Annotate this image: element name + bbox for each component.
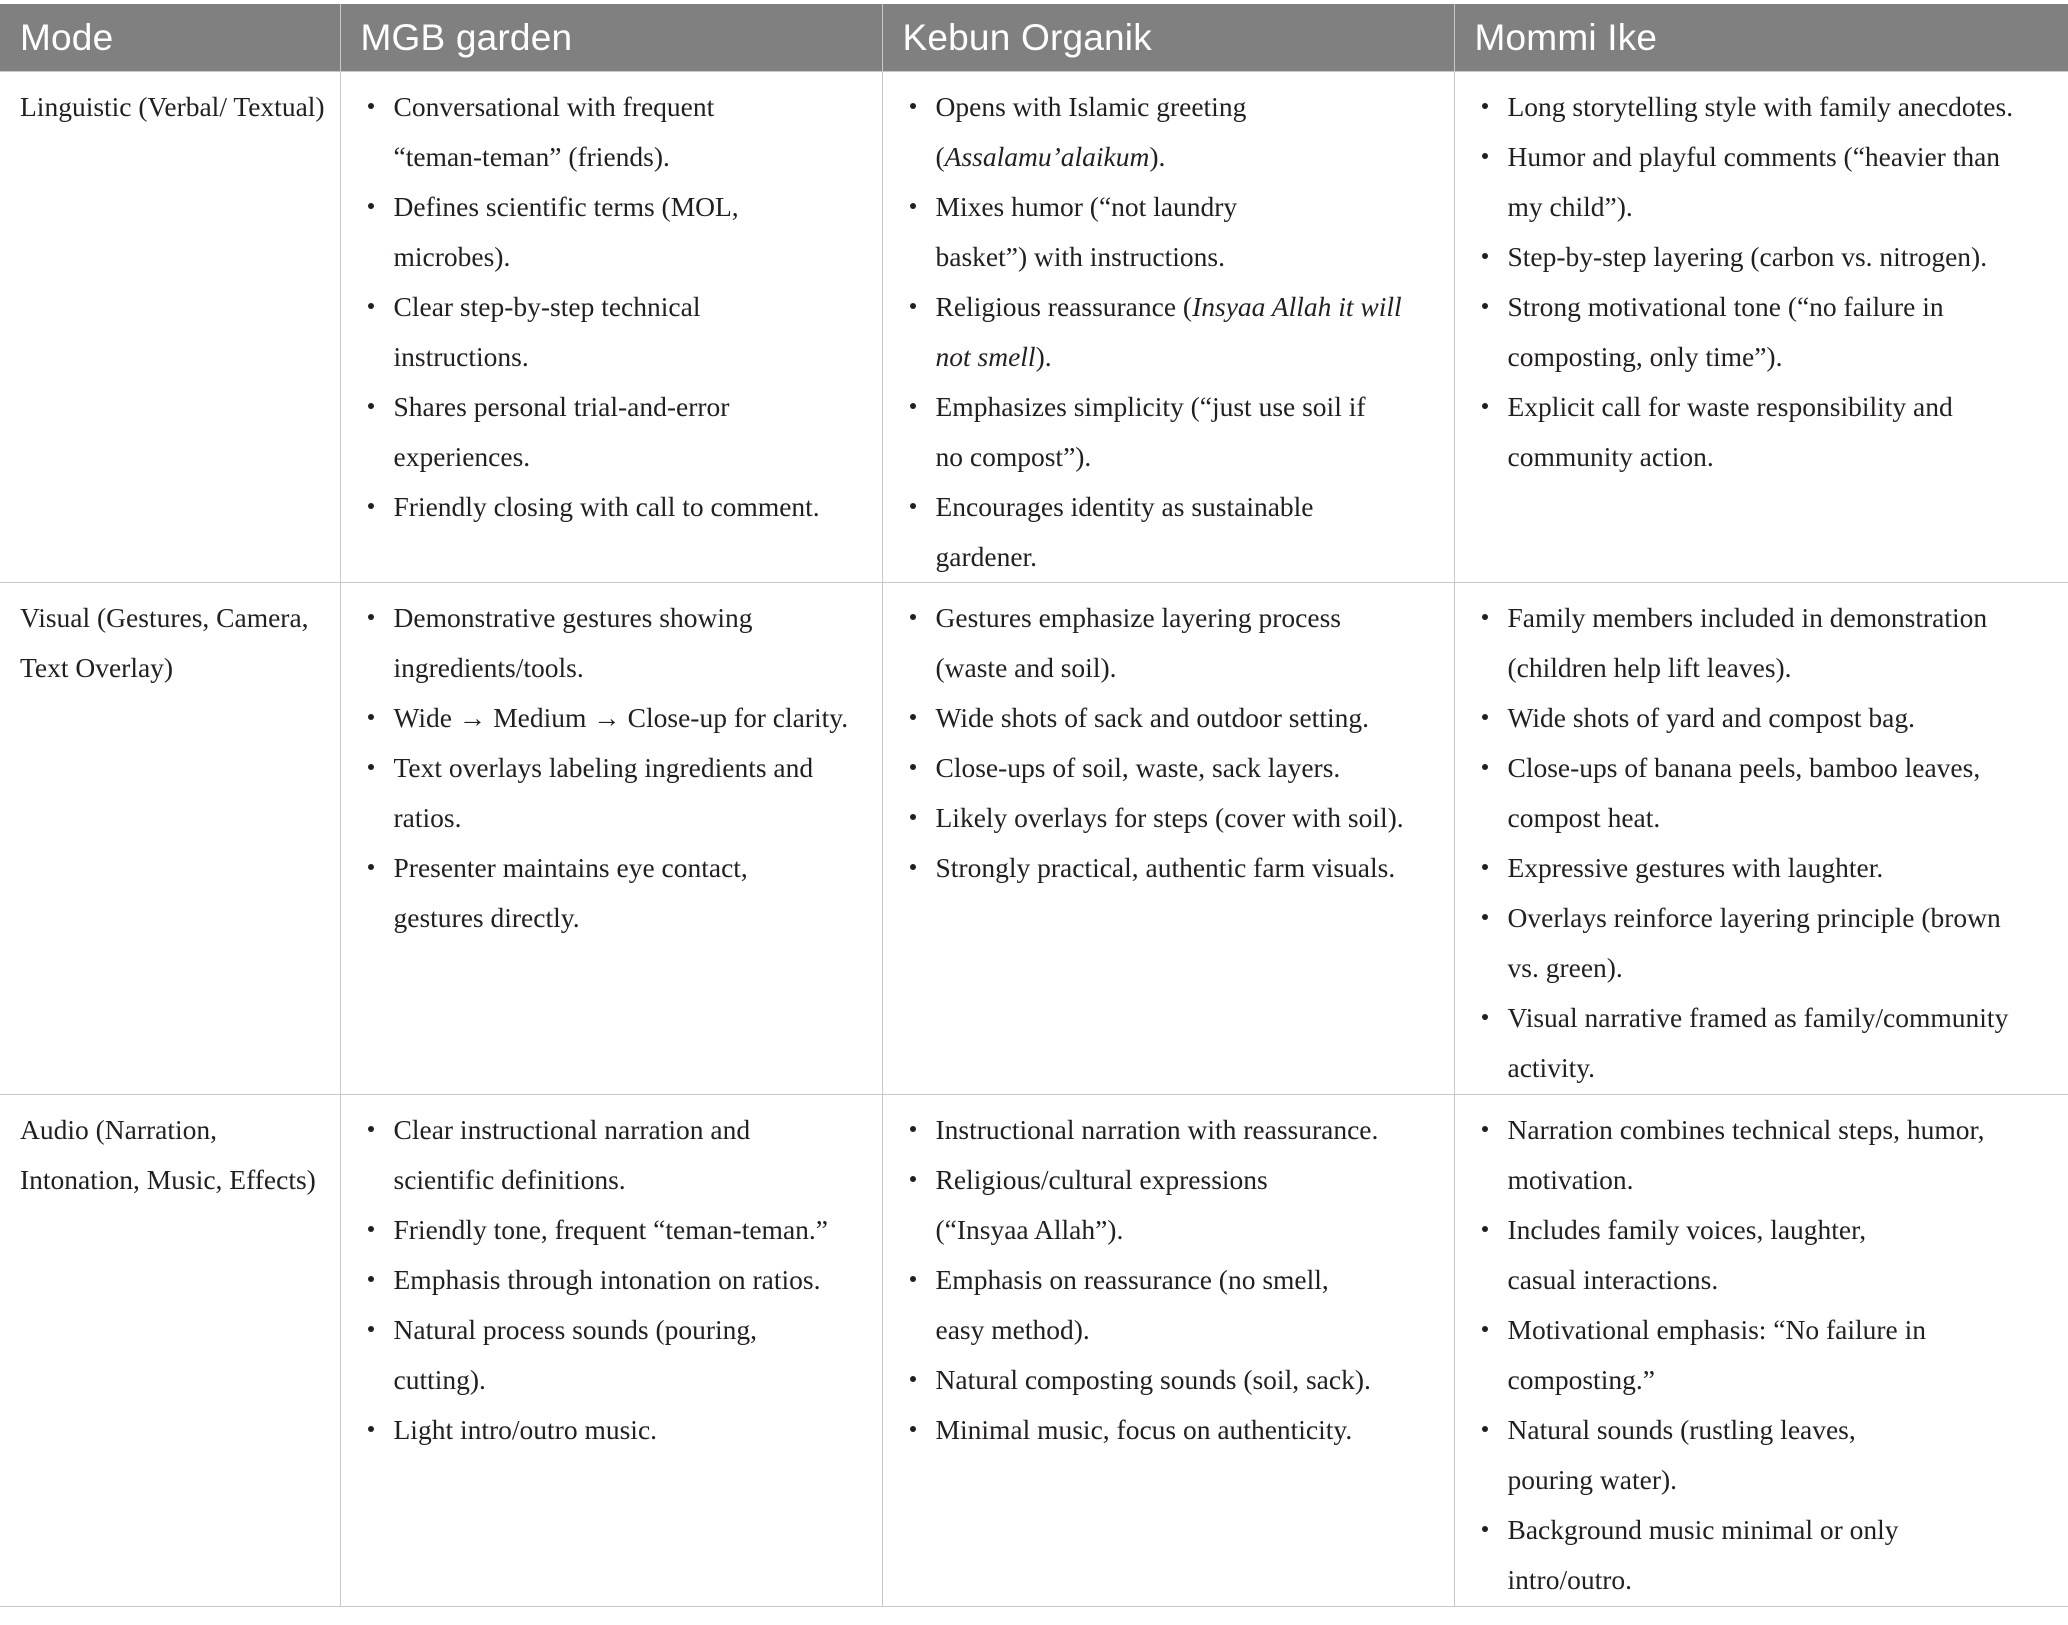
list-item: Demonstrative gestures showing ingredients/tools.: [394, 593, 814, 693]
bullet-list: [903, 593, 1438, 893]
italic-text: Assalamu’alaikum: [944, 141, 1150, 172]
list-item: Wide shots of sack and outdoor setting.: [936, 693, 1416, 743]
mgb-cell: [340, 72, 882, 583]
item-text: Opens with Islamic greeting (: [935, 91, 1247, 172]
list-item: Expressive gestures with laughter.: [1508, 843, 2048, 893]
mode-cell: Audio (Narration, Intonation, Music, Effects): [0, 1095, 340, 1607]
header-mode: Mode: [0, 4, 340, 72]
list-item: Includes family voices, laughter, casual interactions.: [1508, 1205, 1928, 1305]
list-item: Explicit call for waste responsibility and community action.: [1508, 382, 2008, 482]
list-item: Strongly practical, authentic farm visuals.: [936, 843, 1416, 893]
mommi-cell: [1454, 583, 2068, 1095]
mgb-cell: [340, 1095, 882, 1607]
list-item: Text overlays labeling ingredients and ratios.: [394, 743, 814, 843]
item-text: Encourages identity as sustainable gardener.: [935, 491, 1314, 572]
item-text: Religious reassurance (: [935, 291, 1193, 322]
bullet-list: [1475, 82, 2053, 482]
item-text: Emphasizes simplicity (“just use soil if no compost”).: [935, 391, 1366, 472]
item-text: ).: [1149, 141, 1166, 172]
list-item: Friendly tone, frequent “teman-teman.”: [394, 1205, 894, 1255]
bullet-list: [361, 593, 866, 943]
list-item: Natural sounds (rustling leaves, pouring water).: [1508, 1405, 1908, 1505]
header-mommi-ike: Mommi Ike: [1454, 4, 2068, 72]
list-item: Instructional narration with reassurance.: [936, 1105, 1416, 1155]
list-item: Wide → Medium → Close-up for clarity.: [394, 693, 894, 743]
mode-cell: Linguistic (Verbal/ Textual): [0, 72, 340, 583]
list-item: Strong motivational tone (“no failure in composting, only time”).: [1508, 282, 2028, 382]
list-item: Defines scientific terms (MOL, microbes).: [394, 182, 794, 282]
list-item: Humor and playful comments (“heavier than my child”).: [1508, 132, 2038, 232]
table-row-visual: [0, 583, 2068, 1095]
list-item: Conversational with frequent “teman-teman” (friends).: [394, 82, 794, 182]
multimodal-comparison-table: [0, 4, 2068, 1607]
list-item: Likely overlays for steps (cover with soil).: [936, 793, 1416, 843]
list-item: Gestures emphasize layering process (waste and soil).: [936, 593, 1416, 693]
list-item: Close-ups of soil, waste, sack layers.: [936, 743, 1416, 793]
table-body: [0, 72, 2068, 1607]
item-text: ).: [1035, 341, 1052, 372]
list-item: Narration combines technical steps, humor, motivation.: [1508, 1105, 2048, 1205]
bullet-list: [361, 82, 866, 532]
bullet-list: [361, 1105, 866, 1455]
italic-text: Insyaa Allah it will not smell: [935, 291, 1402, 372]
list-item: Minimal music, focus on authenticity.: [936, 1405, 1416, 1455]
list-item: Clear step-by-step technical instructions.: [394, 282, 794, 382]
list-item: [936, 482, 1356, 582]
table-row-audio: [0, 1095, 2068, 1607]
mommi-cell: [1454, 72, 2068, 583]
list-item: Shares personal trial-and-error experiences.: [394, 382, 794, 482]
mgb-cell: [340, 583, 882, 1095]
mode-cell: Visual (Gestures, Camera, Text Overlay): [0, 583, 340, 1095]
item-text: Mixes humor (“not laundry basket”) with instructions.: [935, 191, 1238, 272]
list-item: Friendly closing with call to comment.: [394, 482, 894, 532]
list-item: Natural process sounds (pouring, cutting).: [394, 1305, 794, 1405]
list-item: [936, 82, 1416, 182]
list-item: Emphasis through intonation on ratios.: [394, 1255, 894, 1305]
list-item: Long storytelling style with family anecdotes.: [1508, 82, 2068, 132]
list-item: Family members included in demonstration (children help lift leaves).: [1508, 593, 2048, 693]
list-item: Motivational emphasis: “No failure in composting.”: [1508, 1305, 1928, 1405]
mommi-cell: [1454, 1095, 2068, 1607]
table-header: [0, 4, 2068, 72]
kebun-cell: [882, 1095, 1454, 1607]
list-item: Step-by-step layering (carbon vs. nitrogen).: [1508, 232, 2068, 282]
table-row-linguistic: [0, 72, 2068, 583]
bullet-list: [1475, 593, 2053, 1093]
header-kebun-organik: Kebun Organik: [882, 4, 1454, 72]
list-item: Wide shots of yard and compost bag.: [1508, 693, 2048, 743]
bullet-list: [903, 1105, 1438, 1455]
kebun-cell: [882, 583, 1454, 1095]
list-item: [936, 282, 1416, 382]
list-item: Natural composting sounds (soil, sack).: [936, 1355, 1416, 1405]
kebun-cell: [882, 72, 1454, 583]
list-item: Light intro/outro music.: [394, 1405, 794, 1455]
list-item: Religious/cultural expressions (“Insyaa Allah”).: [936, 1155, 1316, 1255]
header-mgb-garden: MGB garden: [340, 4, 882, 72]
list-item: Close-ups of banana peels, bamboo leaves, compost heat.: [1508, 743, 2028, 843]
list-item: [936, 182, 1276, 282]
bullet-list: [903, 82, 1438, 582]
list-item: [936, 382, 1396, 482]
list-item: Background music minimal or only intro/outro.: [1508, 1505, 1958, 1605]
list-item: Presenter maintains eye contact, gestures directly.: [394, 843, 814, 943]
bullet-list: [1475, 1105, 2053, 1605]
header-row: [0, 4, 2068, 72]
list-item: Clear instructional narration and scientific definitions.: [394, 1105, 814, 1205]
list-item: Overlays reinforce layering principle (brown vs. green).: [1508, 893, 2028, 993]
list-item: Emphasis on reassurance (no smell, easy method).: [936, 1255, 1376, 1355]
list-item: Visual narrative framed as family/community activity.: [1508, 993, 2048, 1093]
